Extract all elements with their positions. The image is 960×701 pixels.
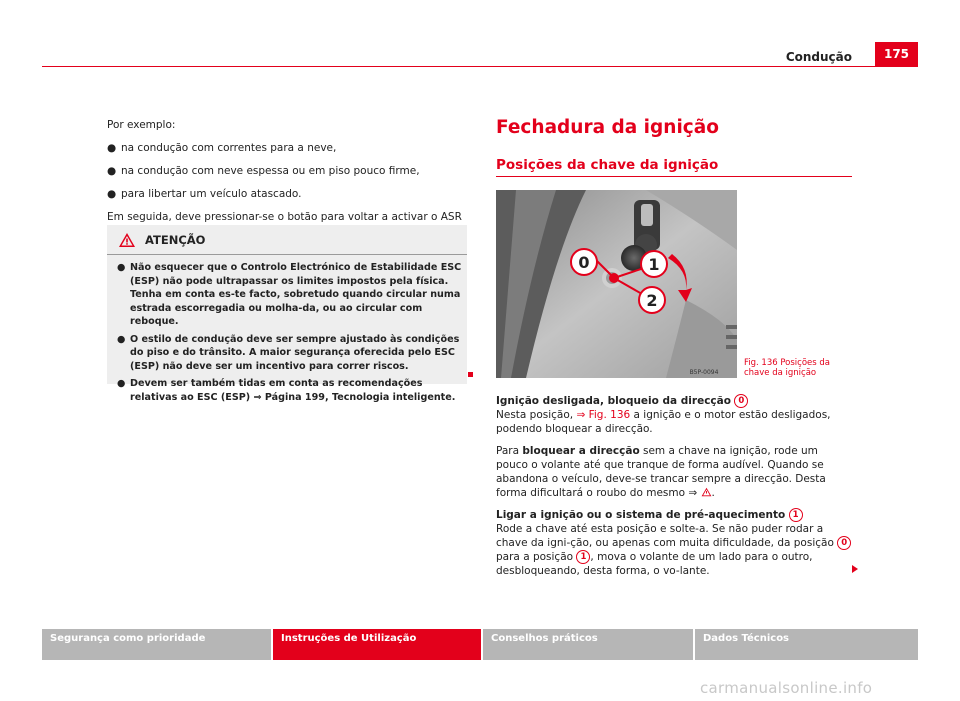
subsection-title: Ligar a ignição ou o sistema de pré-aquecimento xyxy=(496,509,786,521)
warning-item-text: Devem ser também tidas em conta as recomendações relativas ao ESC (ESP) ⇒ Página 199, Tecnologia inteligente. xyxy=(130,378,456,403)
text: . xyxy=(711,487,715,499)
footer-tab-tips[interactable]: Conselhos práticos xyxy=(483,629,693,660)
list-item xyxy=(107,141,467,155)
warning-title: ATENÇÃO xyxy=(145,233,206,247)
figure-link[interactable]: ⇒ Fig. 136 xyxy=(576,409,631,421)
page-number: 175 xyxy=(875,42,918,66)
position-marker: 0 xyxy=(734,394,748,408)
ignition-figure xyxy=(496,190,737,378)
text: , mova o volante de um lado para o outro, desbloqueando, desta forma, o vo-lante. xyxy=(496,551,813,577)
footer-tab-instructions[interactable]: Instruções de Utilização xyxy=(273,629,481,660)
list-item-text: na condução com correntes para a neve, xyxy=(121,142,337,154)
warning-body xyxy=(117,261,463,408)
subsection-title: Ignição desligada, bloqueio da direcção xyxy=(496,395,731,407)
text: a ignição e o motor estão desligados, podendo bloquear a direcção. xyxy=(496,409,831,435)
text: Rode a chave até esta posição e solte-a. Se não puder rodar a chave da igni-ção, ou apenas com muita dificuldade, da posição xyxy=(496,523,834,549)
list-item xyxy=(107,164,467,178)
bullet-icon: ● xyxy=(117,333,126,345)
warning-item xyxy=(117,377,463,404)
bullet-icon: ● xyxy=(107,188,117,200)
figure-caption-line: Fig. 136 Posições da xyxy=(744,358,831,368)
ignition-key-illustration xyxy=(496,190,737,378)
footer-tab-technical[interactable]: Dados Técnicos xyxy=(695,629,918,660)
bullet-icon: ● xyxy=(117,378,126,389)
figure-caption xyxy=(744,358,854,378)
text: sem a chave na ignição, rode um pouco o volante até que tranque de forma audível. Quando se abandona o veículo, deve-se trancar sempre a direcção. Desta forma dificultará o roubo do mesmo ⇒ xyxy=(496,445,826,499)
bullet-icon: ● xyxy=(107,142,117,154)
warning-box xyxy=(107,225,467,403)
figure-code: B5P-0094 xyxy=(689,369,719,376)
header-rule xyxy=(42,66,918,67)
position-marker: 0 xyxy=(837,536,851,550)
figure-caption-line: chave da ignição xyxy=(744,368,817,378)
paragraph xyxy=(496,394,852,436)
position-marker: 1 xyxy=(576,550,590,564)
text: Nesta posição, xyxy=(496,409,574,421)
bold-text: bloquear a direcção xyxy=(522,445,640,457)
right-column xyxy=(496,394,852,586)
sub-heading: Posições da chave da ignição xyxy=(496,157,719,173)
warning-header xyxy=(107,225,467,255)
watermark: carmanualsonline.info xyxy=(700,679,873,697)
warning-triangle-icon xyxy=(118,232,136,248)
figure-label-2: 2 xyxy=(646,291,658,310)
warning-item xyxy=(117,261,463,329)
text: para a posição xyxy=(496,551,574,563)
position-marker: 1 xyxy=(789,508,803,522)
list-item-text: para libertar um veículo atascado. xyxy=(121,188,302,200)
end-of-section-marker xyxy=(468,372,473,377)
bullet-icon: ● xyxy=(107,165,117,177)
list-item xyxy=(107,187,467,201)
list-item-text: na condução com neve espessa ou em piso pouco firme, xyxy=(121,165,420,177)
subheading-rule xyxy=(496,176,852,177)
bullet-icon: ● xyxy=(117,262,126,273)
figure-label-1: 1 xyxy=(648,255,660,274)
footer-nav xyxy=(42,629,918,660)
main-heading: Fechadura da ignição xyxy=(496,117,719,138)
footer-tab-safety[interactable]: Segurança como prioridade xyxy=(42,629,271,660)
paragraph xyxy=(496,444,852,500)
continue-arrow-icon xyxy=(852,565,858,573)
figure-label-0: 0 xyxy=(578,253,590,272)
warning-item xyxy=(117,333,463,374)
text: Para xyxy=(496,445,520,457)
warning-triangle-icon[interactable] xyxy=(701,487,712,497)
warning-item-text: Não esquecer que o Controlo Electrónico de Estabilidade ESC (ESP) não pode ultrapassar os limites impostos pela física. Tenha em conta es-te facto, sobretudo quando circular numa estrada escorregadia ou molha-da, ou ao circular com reboque. xyxy=(130,262,462,327)
after-text: Em seguida, deve pressionar-se o botão para voltar a activar o ASR xyxy=(107,211,462,223)
intro-text: Por exemplo: xyxy=(107,119,176,131)
warning-item-text: O estilo de condução deve ser sempre ajustado às condições do piso e do trânsito. A maior segurança oferecida pelo ESC (ESP) não deve ser um incentivo para correr riscos. xyxy=(130,333,460,372)
paragraph xyxy=(496,508,852,578)
section-title: Condução xyxy=(785,50,852,64)
